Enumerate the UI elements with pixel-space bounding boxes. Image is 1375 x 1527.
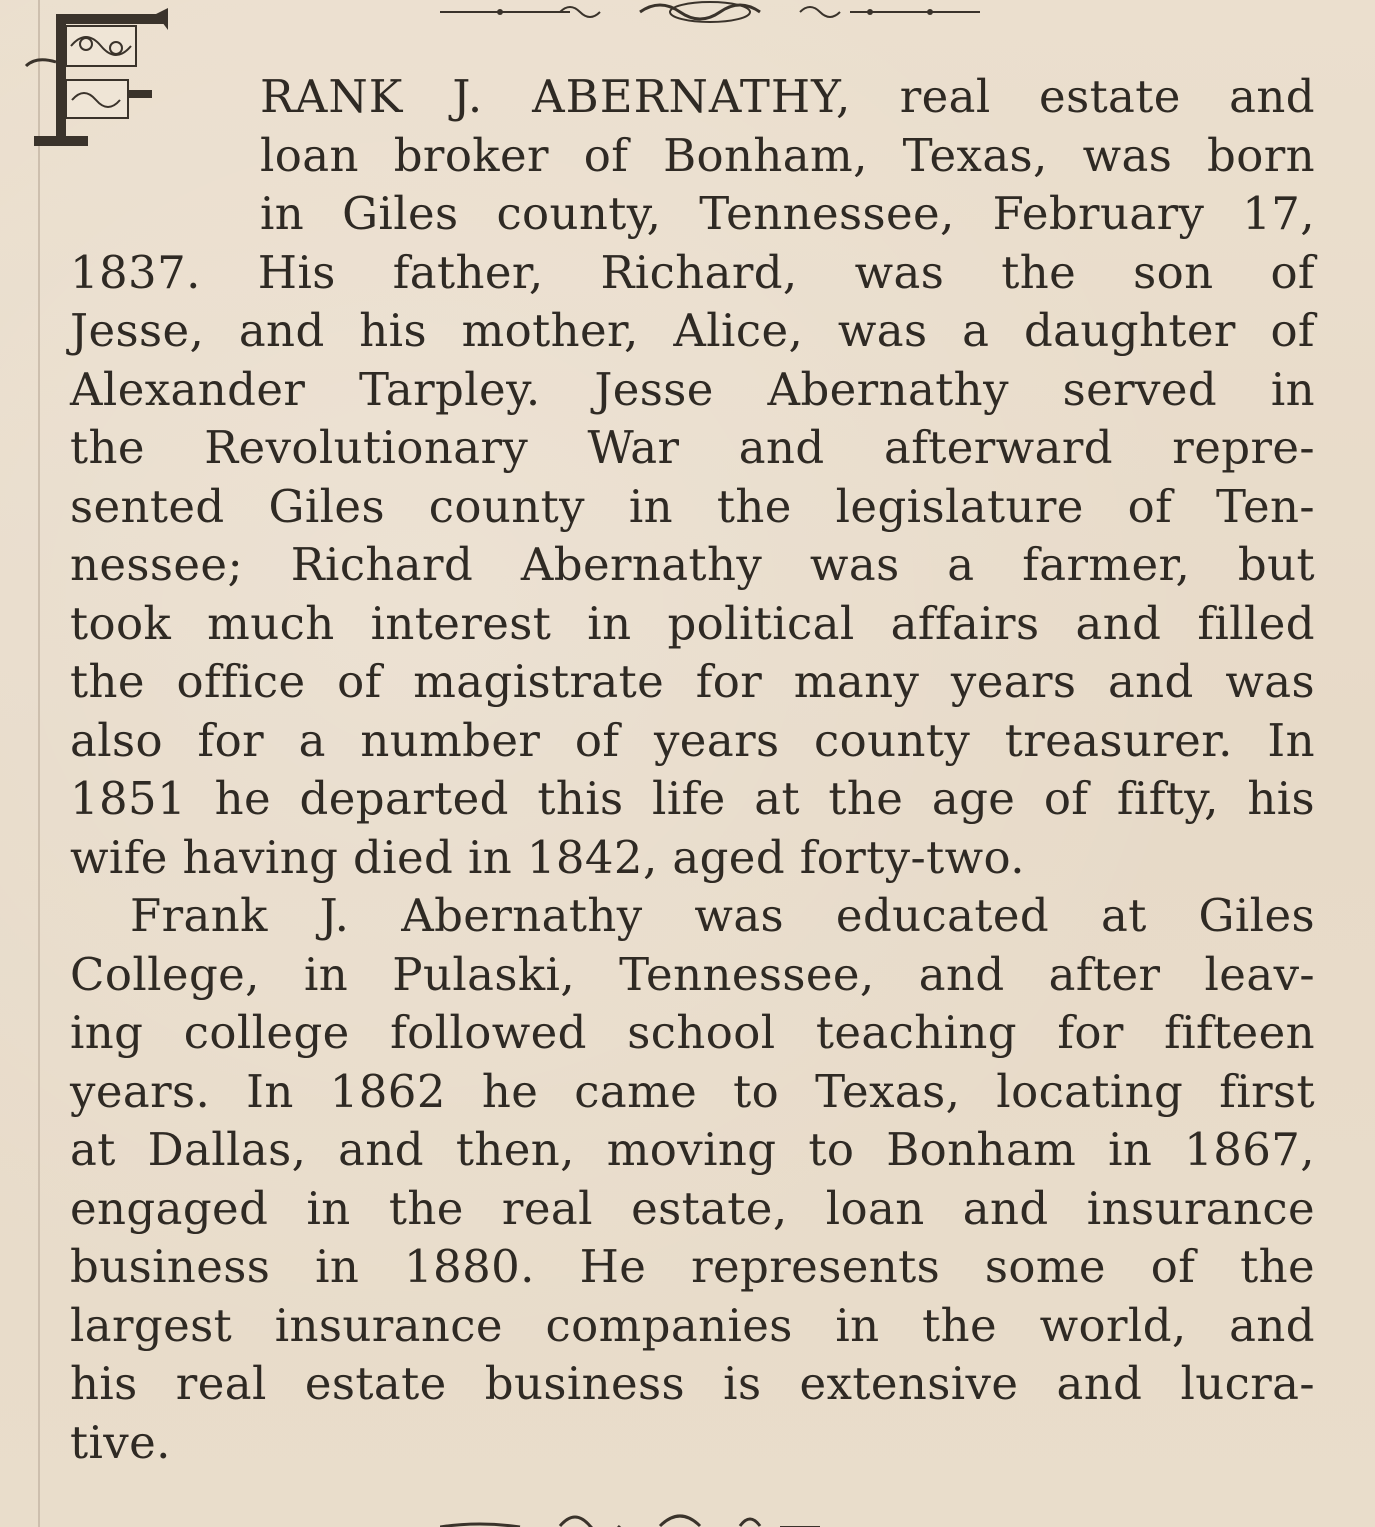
article-line-12: also for a number of years county treasurer. In <box>70 713 1315 767</box>
article-line-3: in Giles county, Tennessee, February 17, <box>260 187 1315 240</box>
article-line-5: Jesse, and his mother, Alice, was a daughter of <box>70 304 1315 357</box>
column-rule <box>38 0 40 1527</box>
biography-article <box>70 68 1315 1472</box>
article-line-16: College, in Pulaski, Tennessee, and after leav- <box>70 947 1315 1001</box>
article-line-1 <box>70 68 1315 127</box>
lead-line-rest: real estate and <box>851 70 1315 123</box>
article-line-17: ing college followed school teaching for fifteen <box>70 1006 1315 1059</box>
article-line-19: at Dallas, and then, moving to Bonham in 1867, <box>70 1123 1315 1176</box>
article-line-10: took much interest in political affairs and filled <box>70 596 1315 650</box>
lead-name: RANK J. ABERNATHY, <box>260 70 852 123</box>
article-line-11: the office of magistrate for many years and was <box>70 655 1315 708</box>
article-line-14: wife having died in 1842, aged forty-two. <box>70 830 1025 884</box>
article-line-6: Alexander Tarpley. Jesse Abernathy served in <box>70 362 1315 416</box>
article-line-21: business in 1880. He represents some of the <box>70 1240 1315 1293</box>
article-line-24: tive. <box>70 1415 171 1469</box>
article-line-2: loan broker of Bonham, Texas, was born <box>260 128 1315 182</box>
article-line-9: nessee; Richard Abernathy was a farmer, but <box>70 538 1315 591</box>
article-line-7: the Revolutionary War and afterward repre- <box>70 421 1315 474</box>
top-ornament <box>440 0 980 30</box>
article-line-20: engaged in the real estate, loan and insurance <box>70 1181 1315 1235</box>
article-line-22: largest insurance companies in the world, and <box>70 1298 1315 1352</box>
article-line-4: 1837. His father, Richard, was the son of <box>70 245 1315 299</box>
bottom-ornament <box>440 1500 980 1527</box>
article-line-15: Frank J. Abernathy was educated at Giles <box>130 889 1315 942</box>
article-line-18: years. In 1862 he came to Texas, locating first <box>70 1064 1315 1118</box>
article-line-13: 1851 he departed this life at the age of fifty, his <box>70 772 1315 825</box>
article-line-23: his real estate business is extensive and lucra- <box>70 1357 1315 1410</box>
article-line-8: sented Giles county in the legislature of Ten- <box>70 479 1315 533</box>
